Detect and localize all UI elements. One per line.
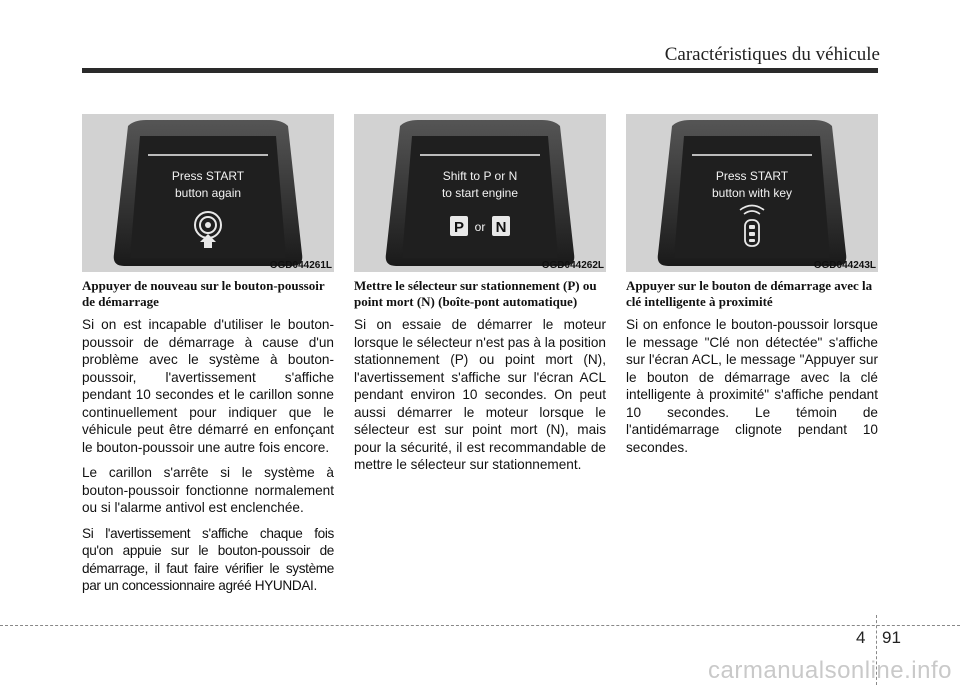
footer-rule bbox=[0, 625, 960, 626]
header-rule bbox=[82, 68, 878, 73]
display-line-2: button with key bbox=[711, 186, 793, 200]
cluster-display-3 bbox=[626, 114, 878, 272]
cluster-display-2 bbox=[354, 114, 606, 272]
section-smart-key-nearby bbox=[626, 114, 878, 464]
section-restart-button bbox=[82, 114, 334, 603]
section-heading: Appuyer de nouveau sur le bouton-poussoir de démarrage bbox=[82, 278, 325, 309]
figure-code: OGD044243L bbox=[813, 260, 876, 271]
display-line-2: to start engine bbox=[441, 186, 519, 200]
figure-code: OGD044261L bbox=[269, 260, 332, 271]
display-line-1: Shift to P or N bbox=[442, 169, 518, 183]
cluster-display-1 bbox=[82, 114, 334, 272]
paragraph: Si on est incapable d'utiliser le bouton-poussoir de démarrage à cause d'un problème avec le système à bouton-poussoir, l'avertissement s'affiche pendant 10 secondes et le carillon sonne continuellement pour indiquer que le véhicule peut être démarré en enfonçant le bouton-poussoir une autre fois encore. bbox=[82, 317, 334, 455]
figure-press-start-again bbox=[82, 114, 334, 272]
page-number: 91 bbox=[882, 628, 901, 647]
svg-text:P: P bbox=[453, 219, 465, 236]
figure-shift-to-p-or-n bbox=[354, 114, 606, 272]
figure-code: OGD044262L bbox=[541, 260, 604, 271]
watermark-text: carmanualsonline.info bbox=[708, 657, 952, 684]
paragraph: Le carillon s'arrête si le système à bouton-poussoir fonctionne normalement ou si l'alarme antivol est enclenchée. bbox=[82, 465, 334, 515]
chapter-number: 4 bbox=[856, 628, 866, 647]
page-header-title: Caractéristiques du véhicule bbox=[664, 44, 880, 65]
gear-n-icon bbox=[492, 216, 510, 236]
svg-text:N: N bbox=[495, 219, 507, 236]
gear-or-label: or bbox=[474, 220, 486, 234]
paragraph: Si on essaie de démarrer le moteur lorsque le sélecteur n'est pas à la position stationnement (P) ou point mort (N), l'avertissement s'affiche sur l'écran ACL pendant environ 10 secondes. On peut aussi démarrer le moteur lorsque le sélecteur est sur point mort (N), mais pour la sécurité, il est recommandable de mettre le sélecteur sur stationnement. bbox=[354, 317, 606, 472]
section-heading: Mettre le sélecteur sur stationnement (P) ou point mort (N) (boîte-pont automatique) bbox=[354, 278, 597, 309]
paragraph: Si l'avertissement s'affiche chaque fois qu'on appuie sur le bouton-poussoir de démarrage, il faut faire vérifier le système par un concessionnaire agréé HYUNDAI. bbox=[82, 525, 334, 593]
figure-press-start-with-key bbox=[626, 114, 878, 272]
section-heading: Appuyer sur le bouton de démarrage avec la clé intelligente à proximité bbox=[626, 278, 873, 309]
gear-p-icon bbox=[450, 216, 468, 236]
display-line-2: button again bbox=[174, 186, 242, 200]
display-line-1: Press START bbox=[715, 169, 789, 183]
display-line-1: Press START bbox=[171, 169, 245, 183]
paragraph: Si on enfonce le bouton-poussoir lorsque le message "Clé non détectée" s'affiche sur l'écran ACL, le message "Appuyer sur le bouton de démarrage avec la clé intelligente à proximité" s'affiche pendant 10 secondes. Le témoin de l'antidémarrage clignote pendant 10 secondes. bbox=[626, 317, 878, 455]
section-shift-selector bbox=[354, 114, 606, 482]
